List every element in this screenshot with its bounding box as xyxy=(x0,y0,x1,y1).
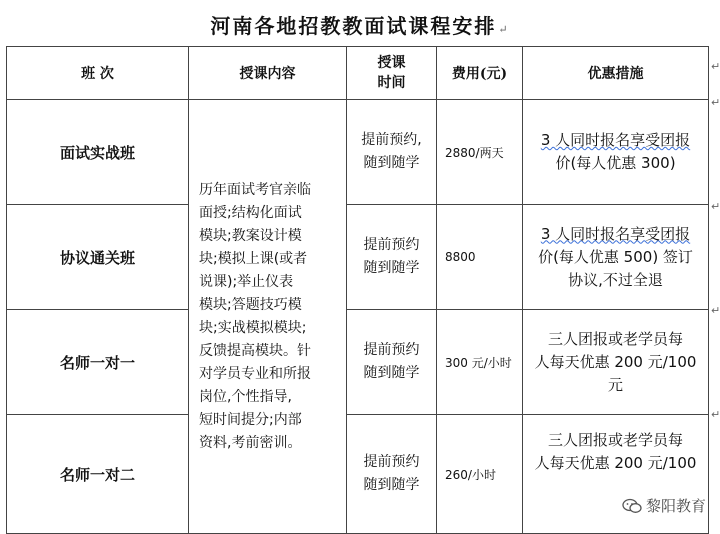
table-header-row xyxy=(7,47,709,100)
wechat-icon xyxy=(622,498,642,514)
class-name: 面试实战班 xyxy=(7,100,189,205)
class-name: 协议通关班 xyxy=(7,205,189,310)
table-row xyxy=(7,415,709,534)
paragraph-mark: ↵ xyxy=(711,304,720,317)
class-discount: 3 人同时报名享受团报 价(每人优惠 300) xyxy=(523,100,709,205)
class-fee: 8800 xyxy=(437,205,523,310)
header-fee: 费用(元) xyxy=(437,47,523,100)
paragraph-mark: ↵ xyxy=(711,60,720,73)
class-fee: 260/小时 xyxy=(437,415,523,534)
class-name: 名师一对一 xyxy=(7,310,189,415)
watermark-text: 黎阳教育 xyxy=(645,497,706,515)
class-name: 名师一对二 xyxy=(7,415,189,534)
paragraph-mark: ↵ xyxy=(711,96,720,109)
class-fee: 300 元/小时 xyxy=(437,310,523,415)
class-discount: 三人团报或老学员每 人每天优惠 200 元/100 xyxy=(523,415,709,534)
header-discount: 优惠措施 xyxy=(523,47,709,100)
table-row xyxy=(7,310,709,415)
watermark xyxy=(622,495,706,516)
class-discount: 三人团报或老学员每 人每天优惠 200 元/100 元 xyxy=(523,310,709,415)
course-table xyxy=(6,46,709,534)
header-class: 班 次 xyxy=(7,47,189,100)
paragraph-mark: ↵ xyxy=(711,200,720,213)
paragraph-mark: ↵ xyxy=(711,408,720,421)
course-content: 历年面试考官亲临 面授;结构化面试 模块;教案设计模 块;模拟上课(或者 说课);举止仪表 模块;答题技巧模 块;实战模拟模块; 反馈提高模块。针 对学员专业和所报 岗位,个性指导, 短时间提分;内部 资料,考前密训。 xyxy=(189,100,347,534)
paragraph-mark: ↵ xyxy=(498,23,510,36)
class-time: 提前预约 随到随学 xyxy=(347,415,437,534)
page-title xyxy=(0,10,720,39)
class-time: 提前预约 随到随学 xyxy=(347,310,437,415)
class-fee: 2880/两天 xyxy=(437,100,523,205)
class-time: 提前预约 随到随学 xyxy=(347,205,437,310)
table-row xyxy=(7,100,709,205)
class-discount: 3 人同时报名享受团报 价(每人优惠 500) 签订 协议,不过全退 xyxy=(523,205,709,310)
title-text: 河南各地招教教面试课程安排 xyxy=(210,14,497,38)
header-content: 授课内容 xyxy=(189,47,347,100)
class-time: 提前预约, 随到随学 xyxy=(347,100,437,205)
header-time: 授课 时间 xyxy=(347,47,437,100)
table-row xyxy=(7,205,709,310)
